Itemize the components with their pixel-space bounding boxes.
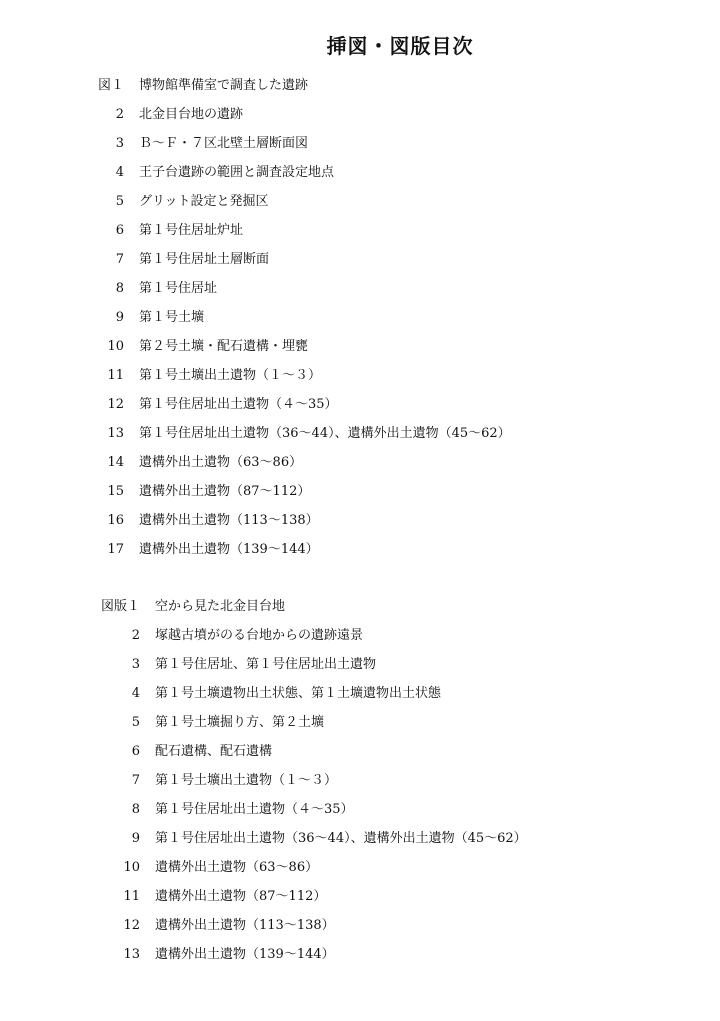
- item-label: 遺構外出土遺物（63～86）: [139, 455, 303, 470]
- item-label: 第１号住居址土層断面: [139, 252, 270, 267]
- item-label: 第１号土壙出土遺物（１～３）: [139, 368, 322, 383]
- item-label: 第１号住居址出土遺物（36～44）、遺構外出土遺物（45～62）: [139, 426, 511, 441]
- item-label: 第１号住居址出土遺物（４～35）: [155, 802, 354, 817]
- item-number: 図１: [97, 78, 124, 93]
- item-number: 2: [131, 628, 140, 643]
- item-number: 11: [107, 368, 124, 383]
- item-number: 6: [131, 744, 140, 759]
- item-number: 13: [123, 947, 140, 962]
- item-number: 6: [115, 223, 124, 238]
- item-number: 14: [107, 455, 124, 470]
- item-label: 第１号住居址、第１号住居址出土遺物: [155, 657, 377, 672]
- item-label: 遺構外出土遺物（113～138）: [139, 513, 319, 528]
- item-label: 遺構外出土遺物（87～112）: [139, 484, 311, 499]
- item-number: 15: [107, 484, 124, 499]
- item-label: 遺構外出土遺物（139～144）: [139, 542, 319, 557]
- item-number: 3: [115, 136, 124, 151]
- item-number: 12: [107, 397, 124, 412]
- item-label: 北金目台地の遺跡: [139, 107, 244, 122]
- item-number: 9: [131, 831, 140, 846]
- item-label: 第１号土壙掘り方、第２土壙: [155, 715, 325, 730]
- item-number: 8: [115, 281, 124, 296]
- item-number: 11: [123, 889, 140, 904]
- item-number: 3: [131, 657, 140, 672]
- item-label: 遺構外出土遺物（87～112）: [155, 889, 327, 904]
- item-label: 第１号住居址: [139, 281, 218, 296]
- item-number: 16: [107, 513, 124, 528]
- item-label: 遺構外出土遺物（139～144）: [155, 947, 335, 962]
- item-number: 4: [131, 686, 140, 701]
- item-number: 8: [131, 802, 140, 817]
- item-label: グリット設定と発掘区: [139, 194, 269, 209]
- item-label: 王子台遺跡の範囲と調査設定地点: [139, 165, 335, 180]
- item-number: 2: [115, 107, 124, 122]
- item-label: 遺構外出土遺物（113～138）: [155, 918, 335, 933]
- item-number: 13: [107, 426, 124, 441]
- item-number: 12: [123, 918, 140, 933]
- item-label: 第１号住居址出土遺物（４～35）: [139, 397, 338, 412]
- item-number: 7: [131, 773, 140, 788]
- item-number: 5: [115, 194, 124, 209]
- item-label: 第１号住居址炉址: [139, 223, 244, 238]
- item-number: 7: [115, 252, 124, 267]
- item-label: 遺構外出土遺物（63～86）: [155, 860, 319, 875]
- item-number: 10: [123, 860, 140, 875]
- item-number: 9: [115, 310, 124, 325]
- item-label: 第１号土壙出土遺物（１～３）: [155, 773, 338, 788]
- item-number: 4: [115, 165, 124, 180]
- item-label: 博物館準備室で調査した遺跡: [139, 78, 309, 93]
- item-label: 第１号土壙: [139, 310, 205, 325]
- item-label: 第１号土壙遺物出土状態、第１土壙遺物出土状態: [155, 686, 442, 701]
- item-number: 17: [107, 542, 124, 557]
- item-number: 5: [131, 715, 140, 730]
- item-label: 空から見た北金目台地: [155, 599, 286, 614]
- item-number: 10: [107, 339, 124, 354]
- item-label: 第２号土壙・配石遺構・埋甕: [139, 339, 309, 354]
- item-label: 塚越古墳がのる台地からの遺跡遠景: [155, 628, 364, 643]
- page-title: 挿図・図版目次: [326, 34, 474, 58]
- item-number: 図版１: [100, 599, 140, 614]
- item-label: Ｂ～Ｆ・７区北壁土層断面図: [139, 136, 309, 151]
- item-label: 第１号住居址出土遺物（36～44）、遺構外出土遺物（45～62）: [155, 831, 527, 846]
- item-label: 配石遺構、配石遺構: [155, 744, 273, 759]
